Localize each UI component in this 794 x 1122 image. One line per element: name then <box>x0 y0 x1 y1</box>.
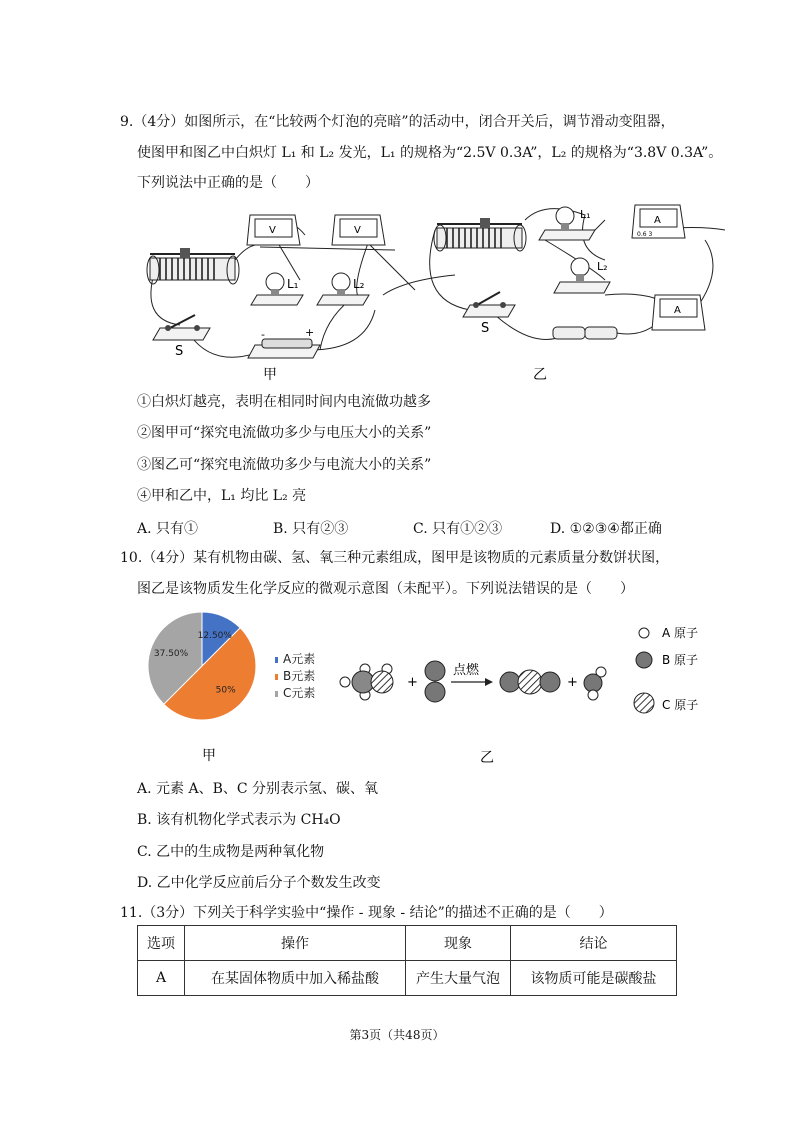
yi-ammeter-top-scale: 0.6 3 <box>637 231 653 238</box>
q11-table <box>137 925 677 996</box>
product-1-molecule <box>500 670 560 694</box>
pie-data-label: 12.50% <box>197 631 232 642</box>
q9-stem-line1: 9.（4分）如图所示，在“比较两个灯泡的亮暗”的活动中，闭合开关后，调节滑动变阻器， <box>120 114 675 130</box>
yi-caption: 乙 <box>533 367 547 383</box>
plus-1: + <box>407 675 418 690</box>
jia-battery <box>248 339 320 358</box>
yi-switch-label: S <box>481 321 490 336</box>
q9-option-b: B. 只有②③ <box>273 521 349 537</box>
q10-option-c: C. 乙中的生成物是两种氧化物 <box>137 844 325 860</box>
jia-voltmeter-2-label: V <box>354 225 361 236</box>
table-cell: 该物质可能是碳酸盐 <box>511 961 677 996</box>
legend-label: A元素 <box>283 652 316 666</box>
jia-battery-minus: - <box>261 328 265 341</box>
q10-option-b: B. 该有机物化学式表示为 CH₄O <box>137 812 341 828</box>
yi-ammeter-top-label: A <box>654 215 661 226</box>
q9-stem-line3: 下列说法中正确的是（ ） <box>137 175 319 191</box>
reactant-b2-molecule <box>425 661 445 702</box>
q9-stem-line2: 使图甲和图乙中白炽灯 L₁ 和 L₂ 发光，L₁ 的规格为“2.5V 0.3A”，L₂ 的规格为“3.8V 0.3A”。 <box>137 145 723 161</box>
legend-b-atom-icon <box>636 652 652 668</box>
jia-switch-label: S <box>175 344 184 359</box>
legend-b-atom-label: B 原子 <box>662 653 699 667</box>
table-cell: 在某固体物质中加入稀盐酸 <box>185 961 406 996</box>
circuit-figure <box>135 200 735 385</box>
table-header-row <box>138 926 677 961</box>
jia-rheostat <box>147 248 239 284</box>
pie-chart-caption: 甲 <box>202 748 216 764</box>
yi-switch <box>463 292 515 317</box>
q10-option-d: D. 乙中化学反应前后分子个数发生改变 <box>137 875 381 891</box>
jia-voltmeter-1-label: V <box>269 225 276 236</box>
q9-statement-4: ④甲和乙中，L₁ 均比 L₂ 亮 <box>137 488 307 504</box>
yi-battery <box>553 327 617 339</box>
q9-option-a: A. 只有① <box>137 521 199 537</box>
jia-battery-plus: + <box>305 326 315 339</box>
q10-stem-line2: 图乙是该物质发生化学反应的微观示意图（未配平）。下列说法错误的是（ ） <box>137 581 634 597</box>
reaction-diagram <box>335 620 735 780</box>
jia-l2-label: L₂ <box>353 277 365 291</box>
product-2-molecule <box>584 667 606 700</box>
plus-2: + <box>567 675 578 690</box>
q9-option-d: D. ①②③④都正确 <box>550 521 662 537</box>
yi-l1-label: L₁ <box>580 208 591 221</box>
q9-statement-3: ③图乙可“探究电流做功多少与电流大小的关系” <box>137 457 432 473</box>
legend-a-atom-label: A 原子 <box>662 626 699 640</box>
legend-label: B元素 <box>283 669 316 683</box>
reaction-caption: 乙 <box>480 750 494 766</box>
legend-label: C元素 <box>283 686 316 700</box>
yi-l2-label: L₂ <box>597 260 608 273</box>
q9-statement-2: ②图甲可“探究电流做功多少与电压大小的关系” <box>137 425 432 441</box>
table-cell: A <box>138 961 185 996</box>
legend-c-atom-icon <box>634 693 654 713</box>
pie-chart <box>140 608 340 773</box>
table-header-cell: 操作 <box>185 926 406 961</box>
table-header-cell: 现象 <box>406 926 511 961</box>
table-cell: 产生大量气泡 <box>406 961 511 996</box>
reaction-condition: 点燃 <box>453 663 480 678</box>
legend-marker <box>275 691 278 697</box>
q10-stem-line1: 10.（4分）某有机物由碳、氢、氧三种元素组成，图甲是该物质的元素质量分数饼状图， <box>120 550 670 566</box>
page-footer: 第3页（共48页） <box>349 1028 445 1042</box>
legend-marker <box>275 674 278 680</box>
q9-statement-1: ①白炽灯越亮，表明在相同时间内电流做功越多 <box>137 394 431 410</box>
legend-c-atom-label: C 原子 <box>662 698 699 712</box>
table-header-cell: 选项 <box>138 926 185 961</box>
q11-stem: 11.（3分）下列关于科学实验中“操作 - 现象 - 结论”的描述不正确的是（ ） <box>120 905 613 921</box>
pie-data-label: 37.50% <box>153 649 189 660</box>
yi-rheostat <box>434 218 526 251</box>
q10-option-a: A. 元素 A、B、C 分别表示氢、碳、氧 <box>137 781 379 797</box>
jia-l1-label: L₁ <box>287 277 299 291</box>
table-row <box>138 961 677 996</box>
legend-marker <box>275 657 278 663</box>
yi-ammeter-bottom-label: A <box>674 305 681 316</box>
jia-caption: 甲 <box>263 367 277 383</box>
reactant-organic-molecule <box>340 664 393 700</box>
pie-data-label: 50% <box>215 685 236 696</box>
legend-a-atom-icon <box>639 628 649 638</box>
q9-option-c: C. 只有①②③ <box>413 521 503 537</box>
table-header-cell: 结论 <box>511 926 677 961</box>
